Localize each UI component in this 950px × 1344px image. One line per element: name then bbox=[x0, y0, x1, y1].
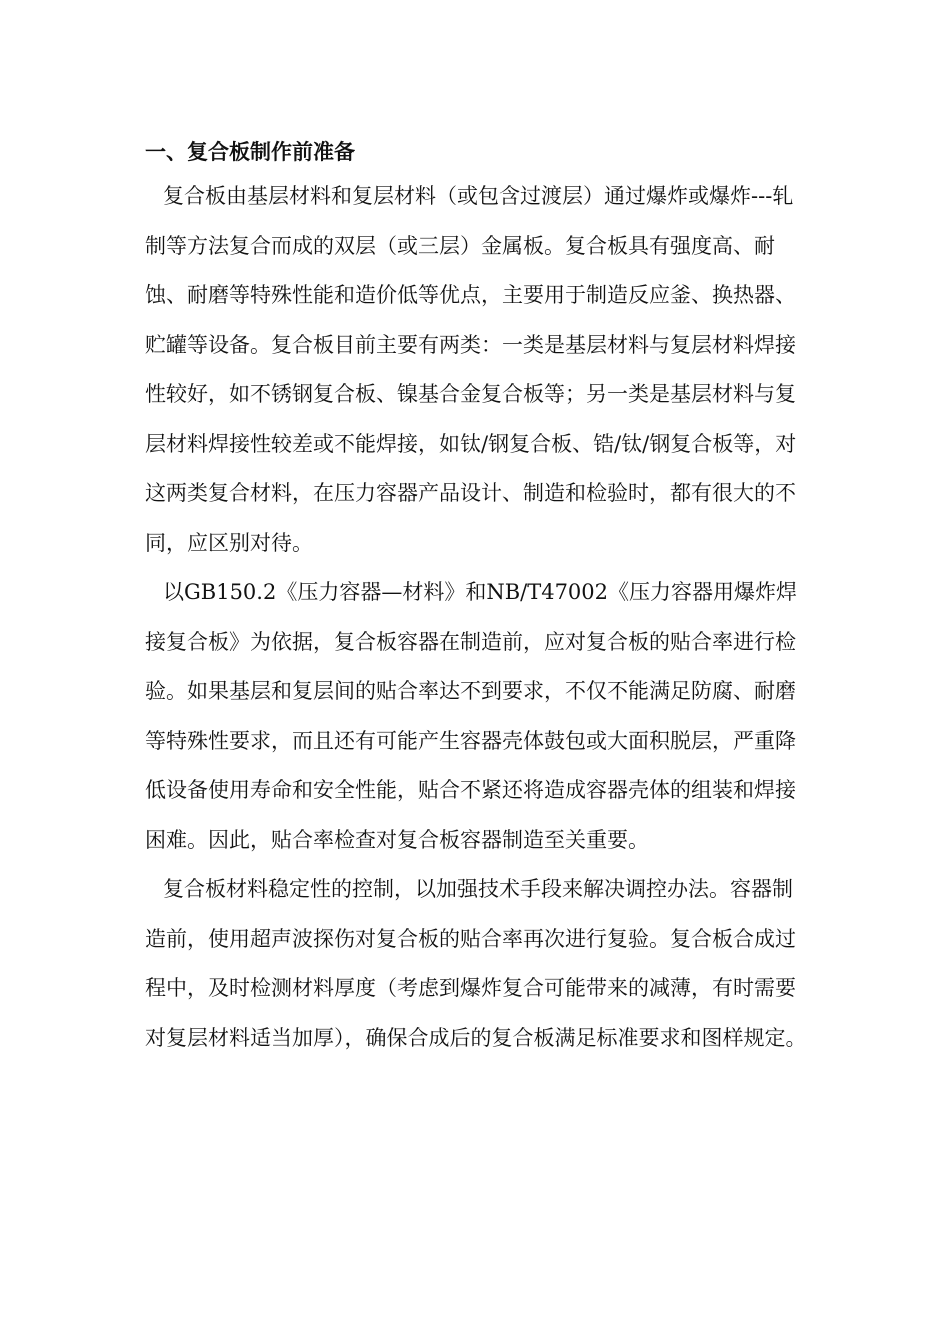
paragraph-stability-control: 复合板材料稳定性的控制，以加强技术手段来解决调控办法。容器制造前，使用超声波探伤对复合板的贴合率再次进行复验。复合板合成过程中，及时检测材料厚度（考虑到爆炸复合可能带来的减薄，有时需要对复层材料适当加厚），确保合成后的复合板满足标准要求和图样规定。 bbox=[145, 877, 807, 1050]
paragraph-intro: 复合板由基层材料和复层材料（或包含过渡层）通过爆炸或爆炸---轧制等方法复合而成的双层（或三层）金属板。复合板具有强度高、耐蚀、耐磨等特殊性能和造价低等优点，主要用于制造反应釜、换热器、贮罐等设备。复合板目前主要有两类：一类是基层材料与复层材料焊接性较好，如不锈钢复合板、镍基合金复合板等；另一类是基层材料与复层材料焊接性较差或不能焊接，如钛/钢复合板、锆/钛/钢复合板等，对这两类复合材料，在压力容器产品设计、制造和检验时，都有很大的不同，应区别对待。 bbox=[145, 184, 797, 555]
document-body bbox=[145, 132, 810, 1063]
section-heading: 一、复合板制作前准备 bbox=[145, 140, 355, 164]
paragraph-standards: 以GB150.2《压力容器—材料》和NB/T47002《压力容器用爆炸焊接复合板》为依据，复合板容器在制造前，应对复合板的贴合率进行检验。如果基层和复层间的贴合率达不到要求，不仅不能满足防腐、耐磨等特殊性要求，而且还有可能产生容器壳体鼓包或大面积脱层，严重降低设备使用寿命和安全性能，贴合不紧还将造成容器壳体的组装和焊接困难。因此，贴合率检查对复合板容器制造至关重要。 bbox=[145, 580, 798, 852]
